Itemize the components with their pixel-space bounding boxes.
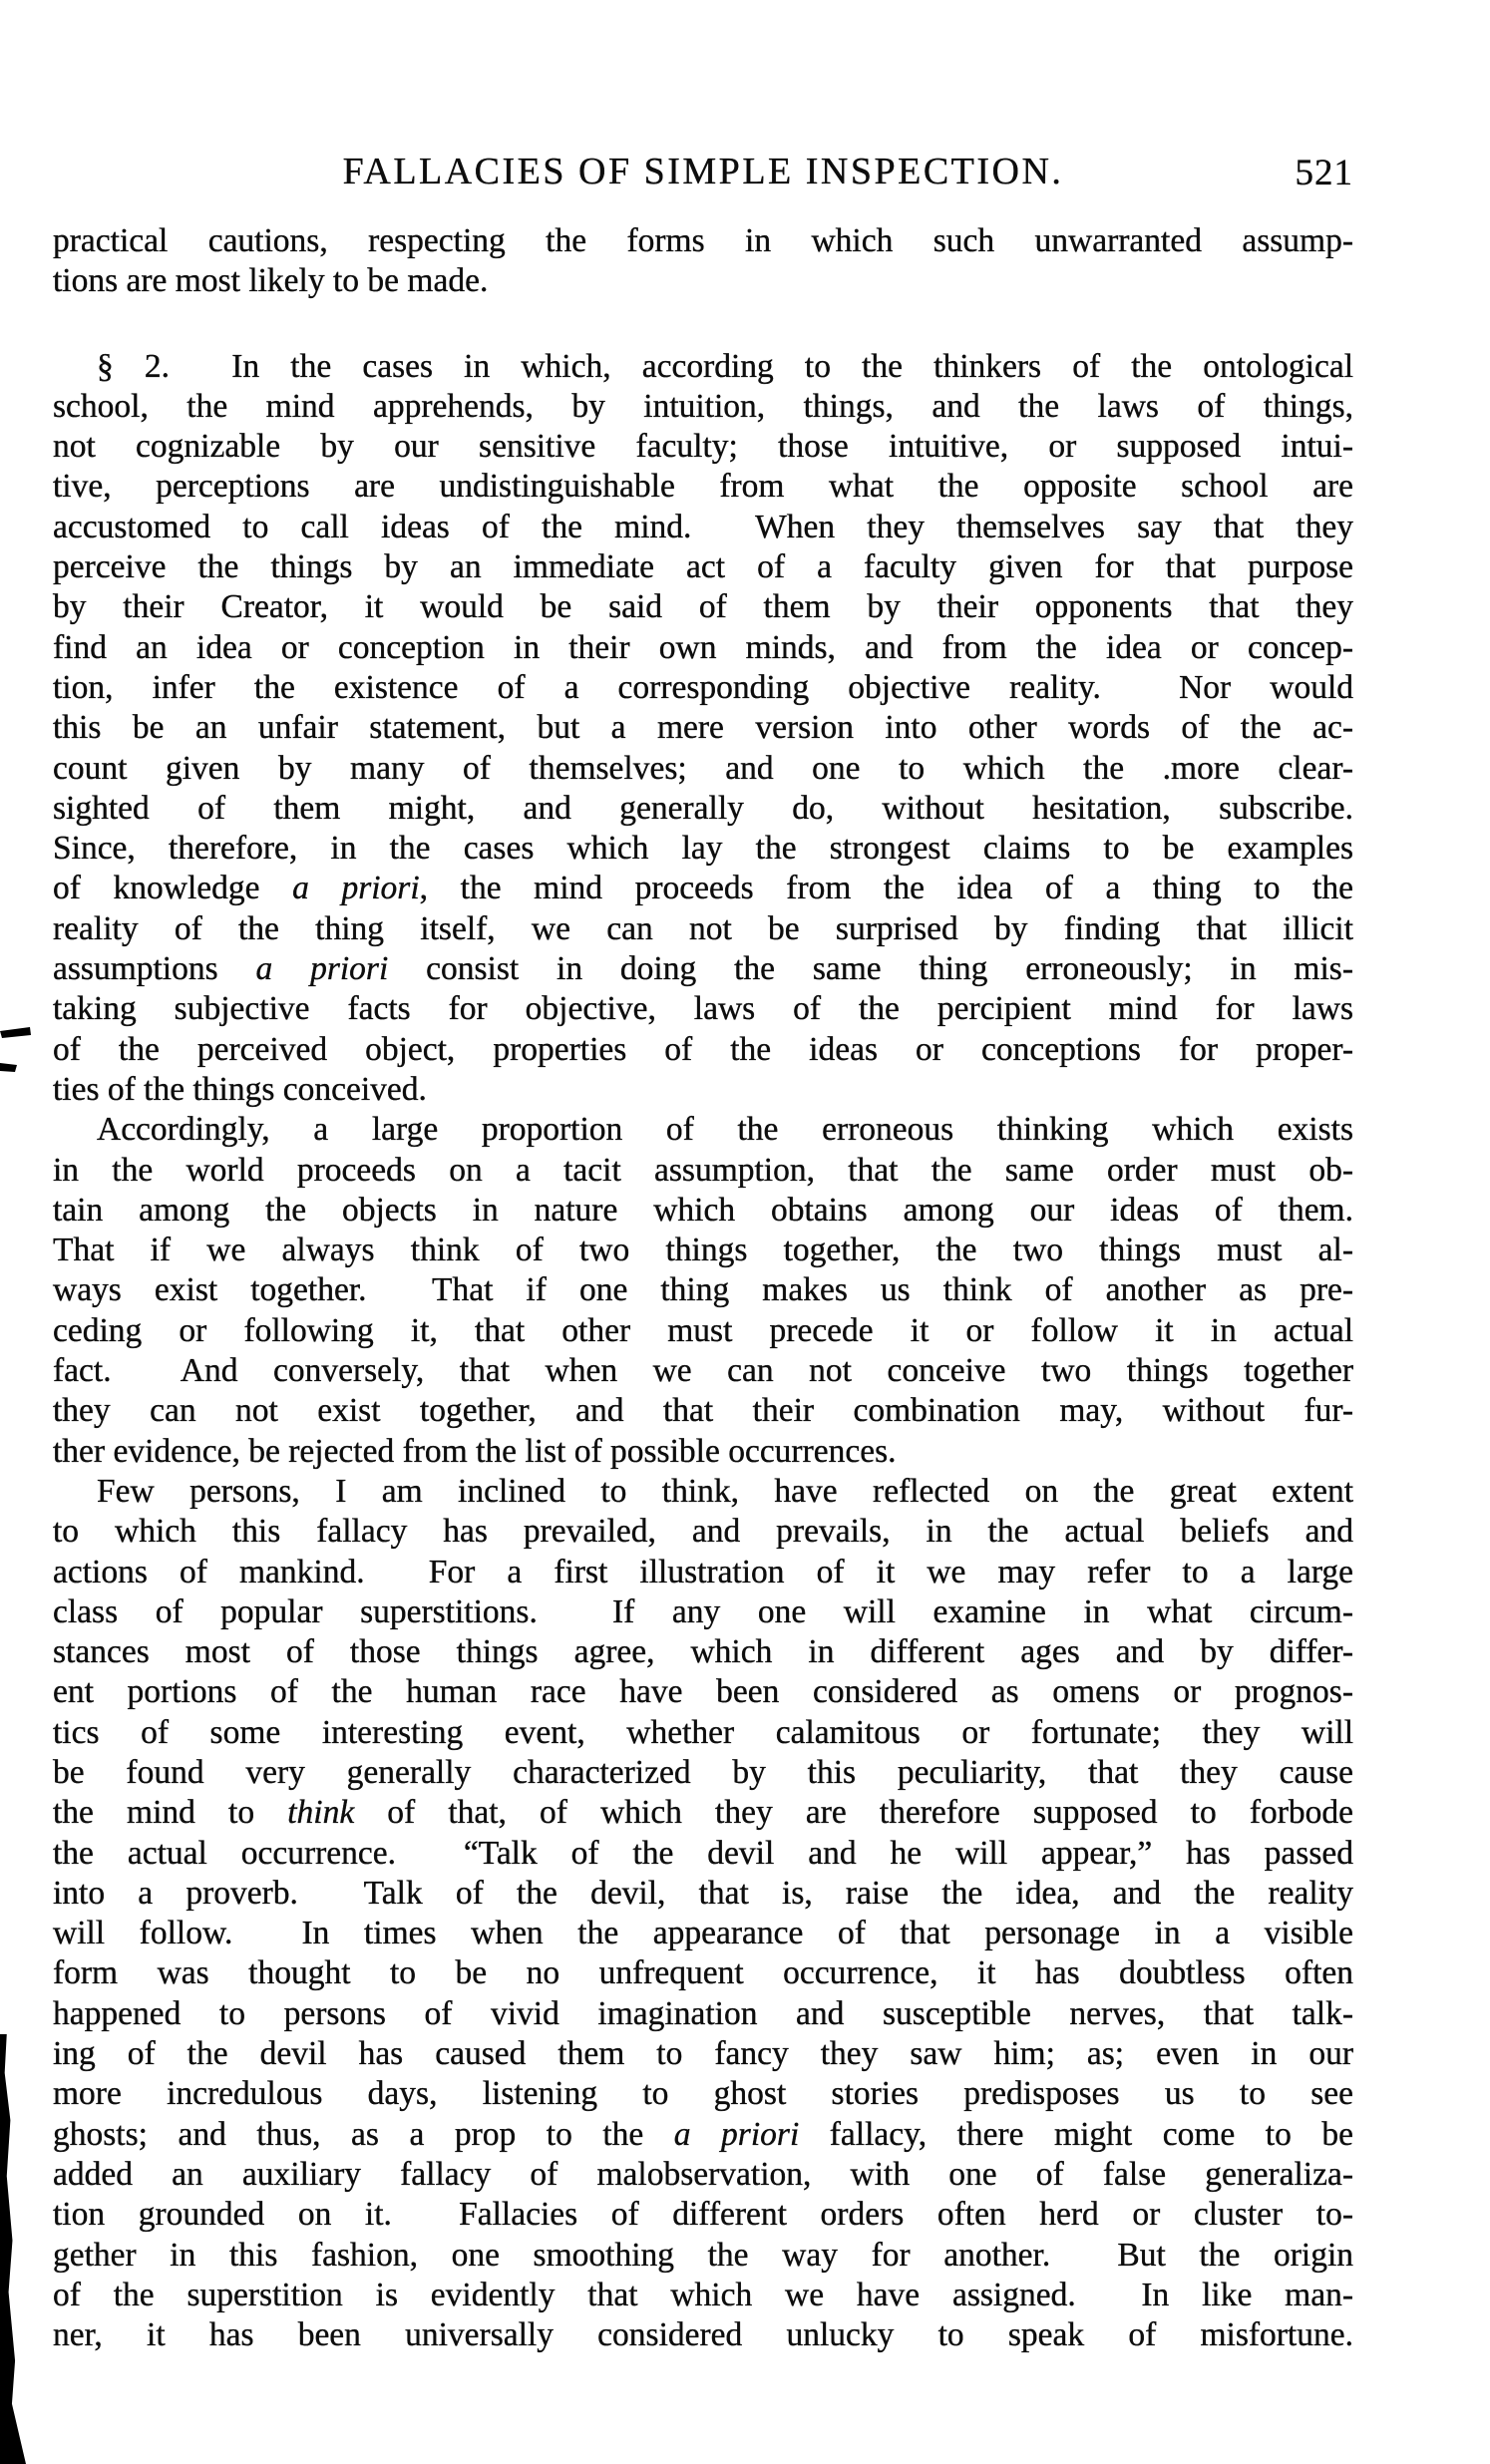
paragraph: [53, 221, 1353, 302]
text-line: § 2. In the cases in which, according to the thinkers of the ontological: [97, 347, 1353, 385]
text-line: they can not exist together, and that their combination may, without fur-: [53, 1392, 1353, 1430]
margin-pen-mark: [0, 1025, 40, 1077]
text-line: more incredulous days, listening to ghost stories predisposes us to see: [53, 2075, 1353, 2113]
text-line: sighted of them might, and generally do, without hesitation, subscribe.: [53, 789, 1353, 827]
text-line: fact. And conversely, that when we can not conceive two things together: [53, 1352, 1353, 1390]
page-header: [53, 150, 1353, 197]
text-line: ceding or following it, that other must precede it or follow it in actual: [53, 1311, 1353, 1349]
italic-phrase: a priori: [255, 950, 389, 988]
text-line: be found very generally characterized by this peculiarity, that they cause: [53, 1753, 1353, 1791]
text-line: by their Creator, it would be said of them by their opponents that they: [53, 588, 1353, 626]
text-line: tics of some interesting event, whether calamitous or fortunate; they will: [53, 1713, 1353, 1751]
text-line: ing of the devil has caused them to fancy they saw him; as; even in our: [53, 2035, 1353, 2073]
text-line: stances most of those things agree, which in different ages and by differ-: [53, 1633, 1353, 1671]
text-line: form was thought to be no unfrequent occurrence, it has doubtless often: [53, 1954, 1353, 1992]
text-line: of the perceived object, properties of the ideas or conceptions for proper-: [53, 1030, 1353, 1068]
paragraph: [53, 1472, 1353, 2356]
text-line: tain among the objects in nature which obtains among our ideas of them.: [53, 1191, 1353, 1229]
running-title: FALLACIES OF SIMPLE INSPECTION.: [342, 151, 1064, 192]
text-line: ent portions of the human race have been considered as omens or prognos-: [53, 1673, 1353, 1711]
text-line: into a proverb. Talk of the devil, that is, raise the idea, and the reality: [53, 1874, 1353, 1912]
text-line: to which this fallacy has prevailed, and prevails, in the actual beliefs and: [53, 1513, 1353, 1551]
text-line: ties of the things conceived.: [53, 1070, 427, 1108]
page-number: 521: [1295, 153, 1353, 193]
text-line: added an auxiliary fallacy of malobservation, with one of false generaliza-: [53, 2155, 1353, 2193]
text-line: this be an unfair statement, but a mere version into other words of the ac-: [53, 709, 1353, 747]
text-line: find an idea or conception in their own minds, and from the idea or concep-: [53, 628, 1353, 666]
text-line: taking subjective facts for objective, laws of the percipient mind for laws: [53, 990, 1353, 1028]
italic-phrase: a priori: [292, 870, 420, 907]
text-line: tion, infer the existence of a corresponding objective reality. Nor would: [53, 668, 1353, 706]
text-line: Accordingly, a large proportion of the erroneous thinking which exists: [97, 1111, 1353, 1149]
page-body: [53, 221, 1353, 2355]
text-line: reality of the thing itself, we can not be surprised by finding that illicit: [53, 909, 1353, 947]
text-line: in the world proceeds on a tacit assumption, that the same order must ob-: [53, 1151, 1353, 1189]
text-line: ner, it has been universally considered unlucky to speak of misfortune.: [53, 2316, 1353, 2354]
text-line: class of popular superstitions. If any one will examine in what circum-: [53, 1592, 1353, 1630]
text-line: not cognizable by our sensitive faculty; those intuitive, or supposed intui-: [53, 428, 1353, 466]
text-line: the mind to think of that, of which they are therefore supposed to forbode: [53, 1794, 1353, 1832]
text-line: ghosts; and thus, as a prop to the a priori fallacy, there might come to be: [53, 2115, 1353, 2153]
text-line: actions of mankind. For a first illustration of it we may refer to a large: [53, 1553, 1353, 1590]
text-line: Since, therefore, in the cases which lay the strongest claims to be examples: [53, 830, 1353, 868]
paragraph: [53, 347, 1353, 1111]
text-line: perceive the things by an immediate act of a faculty given for that purpose: [53, 548, 1353, 586]
text-line: of knowledge a priori, the mind proceeds from the idea of a thing to the: [53, 870, 1353, 907]
text-line: will follow. In times when the appearance of that personage in a visible: [53, 1915, 1353, 1952]
text-line: assumptions a priori consist in doing the same thing erroneously; in mis-: [53, 950, 1353, 988]
text-line: count given by many of themselves; and one to which the .more clear-: [53, 749, 1353, 787]
text-line: ways exist together. That if one thing makes us think of another as pre-: [53, 1271, 1353, 1309]
italic-phrase: think: [287, 1794, 355, 1832]
text-line: tion grounded on it. Fallacies of different orders often herd or cluster to-: [53, 2196, 1353, 2234]
text-line: the actual occurrence. “Talk of the devil and he will appear,” has passed: [53, 1834, 1353, 1872]
text-line: of the superstition is evidently that which we have assigned. In like man-: [53, 2276, 1353, 2313]
text-line: tions are most likely to be made.: [53, 262, 489, 300]
text-line: That if we always think of two things together, the two things must al-: [53, 1232, 1353, 1269]
paragraph: [53, 1110, 1353, 1472]
text-line: happened to persons of vivid imagination and susceptible nerves, that talk-: [53, 1994, 1353, 2032]
text-line: Few persons, I am inclined to think, have reflected on the great extent: [97, 1472, 1353, 1510]
text-line: ther evidence, be rejected from the list of possible occurrences.: [53, 1432, 897, 1470]
text-line: gether in this fashion, one smoothing the way for another. But the origin: [53, 2236, 1353, 2274]
text-line: accustomed to call ideas of the mind. When they themselves say that they: [53, 508, 1353, 545]
scan-edge-artifact: [0, 2034, 26, 2464]
text-line: tive, perceptions are undistinguishable from what the opposite school are: [53, 468, 1353, 506]
text-line: practical cautions, respecting the forms in which such unwarranted assump-: [53, 222, 1353, 259]
text-line: school, the mind apprehends, by intuition, things, and the laws of things,: [53, 387, 1353, 425]
italic-phrase: a priori: [673, 2115, 800, 2153]
